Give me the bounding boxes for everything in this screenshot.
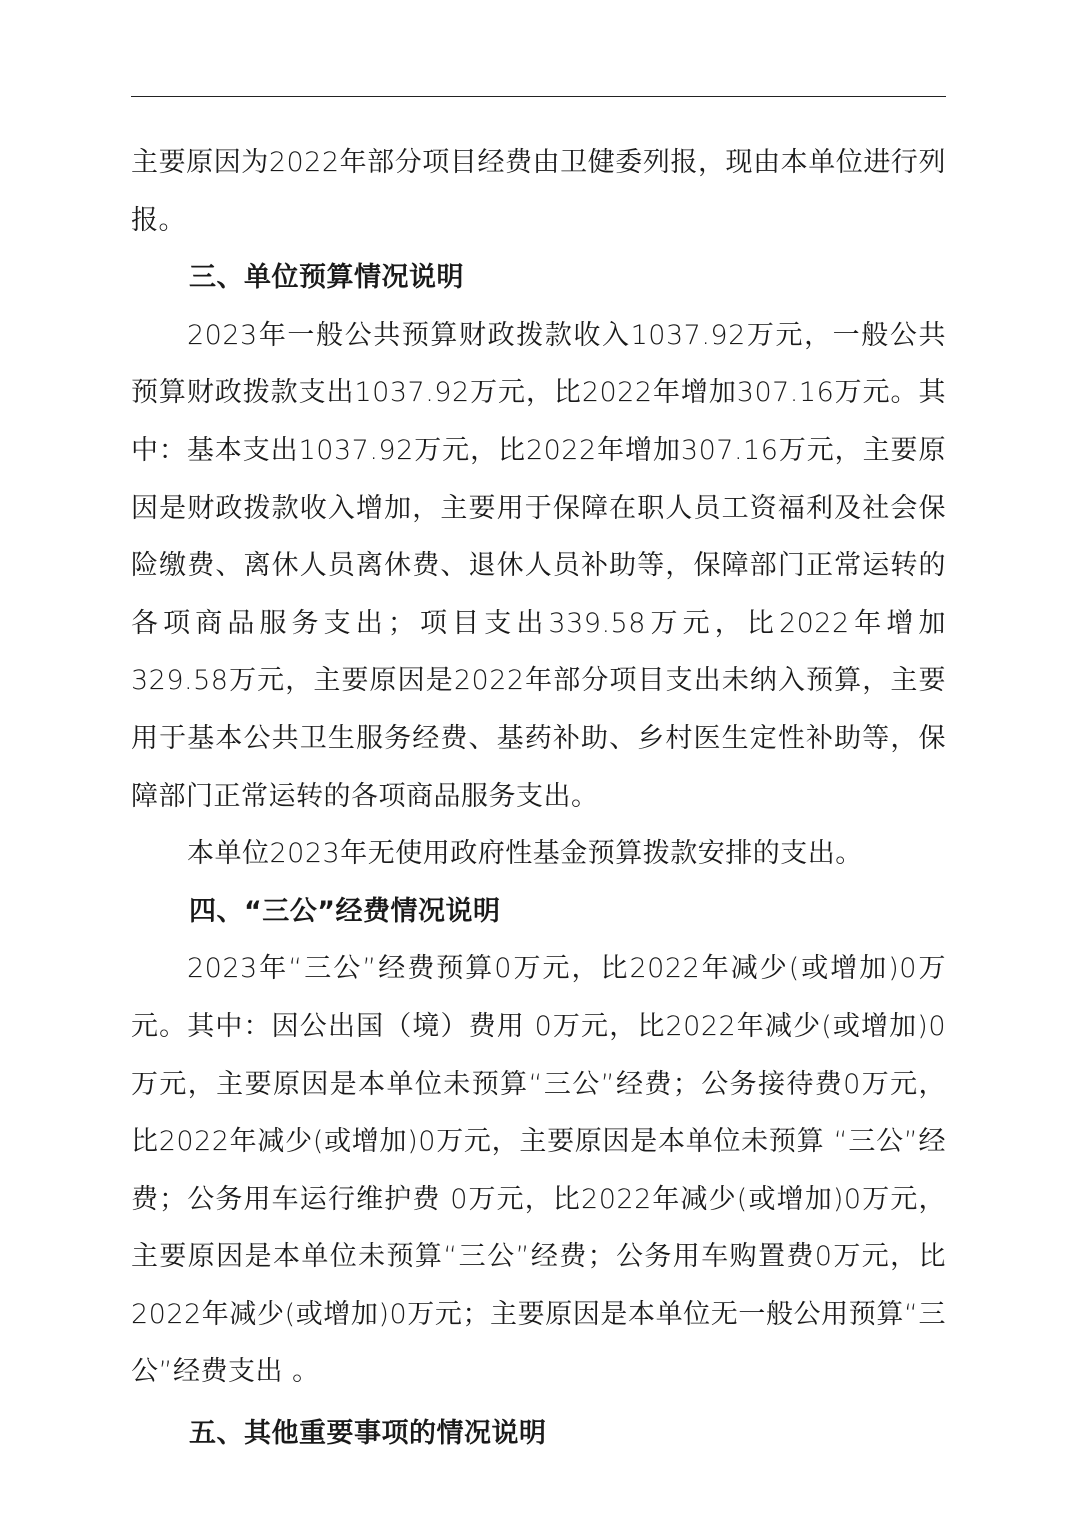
header-rule bbox=[131, 96, 946, 97]
section-heading-3: 三、单位预算情况说明 bbox=[189, 262, 464, 294]
paragraph-fund-note: 本单位2023年无使用政府性基金预算拨款安排的支出。 bbox=[187, 838, 863, 870]
section-heading-4: 四、“三公”经费情况说明 bbox=[189, 895, 501, 927]
document-body bbox=[131, 134, 946, 1463]
section-heading-5: 五、其他重要事项的情况说明 bbox=[189, 1418, 547, 1450]
paragraph-intro: 主要原因为2022年部分项目经费由卫健委列报，现由本单位进行列报。 bbox=[131, 147, 946, 236]
paragraph-budget-details: 2023年一般公共预算财政拨款收入1037.92万元，一般公共预算财政拨款支出1037.92万元，比2022年增加307.16万元。其中：基本支出1037.92万元，比2022年增加307.16万元，主要原因是财政拨款收入增加，主要用于保障在职人员工资福利及社会保险缴费、离休人员离休费、退休人员补助等，保障部门正常运转的各项商品服务支出；项目支出339.58万元，比2022年增加329.58万元，主要原因是2022年部分项目支出未纳入预算，主要用于基本公共卫生服务经费、基药补助、乡村医生定性补助等，保障部门正常运转的各项商品服务支出。 bbox=[131, 319, 946, 812]
paragraph-three-public-expenses: 2023年“三公”经费预算0万元，比2022年减少(或增加)0万元。其中：因公出国（境）费用 0万元，比2022年减少(或增加)0万元，主要原因是本单位未预算“三公”经费；公务接待费0万元，比2022年减少(或增加)0万元，主要原因是本单位未预算 “三公”经费；公务用车运行维护费 0万元，比2022年减少(或增加)0万元，主要原因是本单位未预算“三公”经费；公务用车购置费0万元，比2022年减少(或增加)0万元；主要原因是本单位无一般公用预算“三公”经费支出 。 bbox=[131, 953, 946, 1388]
